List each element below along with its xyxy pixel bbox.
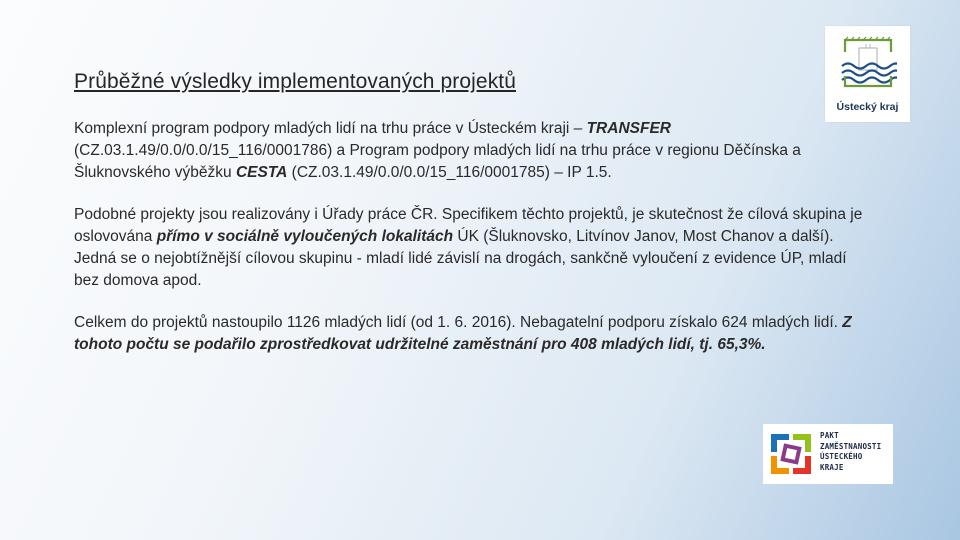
usti-region-logo — [825, 26, 910, 122]
paragraph-text: (CZ.03.1.49/0.0/0.0/15_116/0001786) a Program podpory mladých lidí na trhu práce v regionu Děčínska a Šluknovského výběžku — [74, 142, 801, 181]
pakt-logo-line: ZAMĚSTNANOSTI — [820, 441, 882, 451]
slide-title: Průběžné výsledky implementovaných projektů — [74, 70, 517, 93]
pakt-logo-line: ÚSTECKÉHO — [820, 452, 863, 462]
paragraph-text: (CZ.03.1.49/0.0/0.0/15_116/0001785) – IP 1.5. — [287, 164, 612, 181]
usti-region-logo-label: Ústecký kraj — [836, 101, 899, 113]
pakt-logo-line: PAKT — [820, 431, 839, 440]
emphasis-text: Z tohoto počtu se podařilo zprostředkovat udržitelné zaměstnání pro 408 mladých lidí, tj. 65,3%. — [74, 314, 852, 353]
slide-paragraph — [74, 312, 874, 356]
emphasis-text: CESTA — [235, 164, 288, 181]
pakt-logo-line: KRAJE — [820, 462, 844, 472]
pakt-logo-text — [820, 431, 881, 473]
emphasis-text: TRANSFER — [586, 120, 671, 137]
paragraph-text: Celkem do projektů nastoupilo 1126 mladých lidí (od 1. 6. 2016). Nebagatelní podporu získalo 624 mladých lidí. — [74, 314, 843, 331]
usti-region-logo-icon — [839, 34, 897, 94]
paragraph-text: Komplexní program podpory mladých lidí na trhu práce v Ústeckém kraji – — [74, 120, 587, 137]
paragraph-text: Podobné projekty jsou realizovány i Úřady práce ČR. Specifikem těchto projektů, je skutečnost že cílová skupina je oslovována — [74, 206, 863, 245]
emphasis-text: přímo v sociálně vyloučených lokalitách — [156, 228, 454, 245]
pakt-zamestnanosti-logo — [763, 424, 893, 484]
pakt-logo-icon — [767, 430, 817, 478]
slide-paragraph — [74, 118, 874, 184]
paragraph-text: ÚK (Šluknovsko, Litvínov Janov, Most Chanov a další). Jedná se o nejobtížnější cílovou skupinu - mladí lidé závislí na drogách, sankčně vyloučení z evidence ÚP, mladí bez domova apod. — [74, 228, 847, 289]
slide-content — [74, 118, 874, 376]
slide-paragraph — [74, 204, 874, 292]
